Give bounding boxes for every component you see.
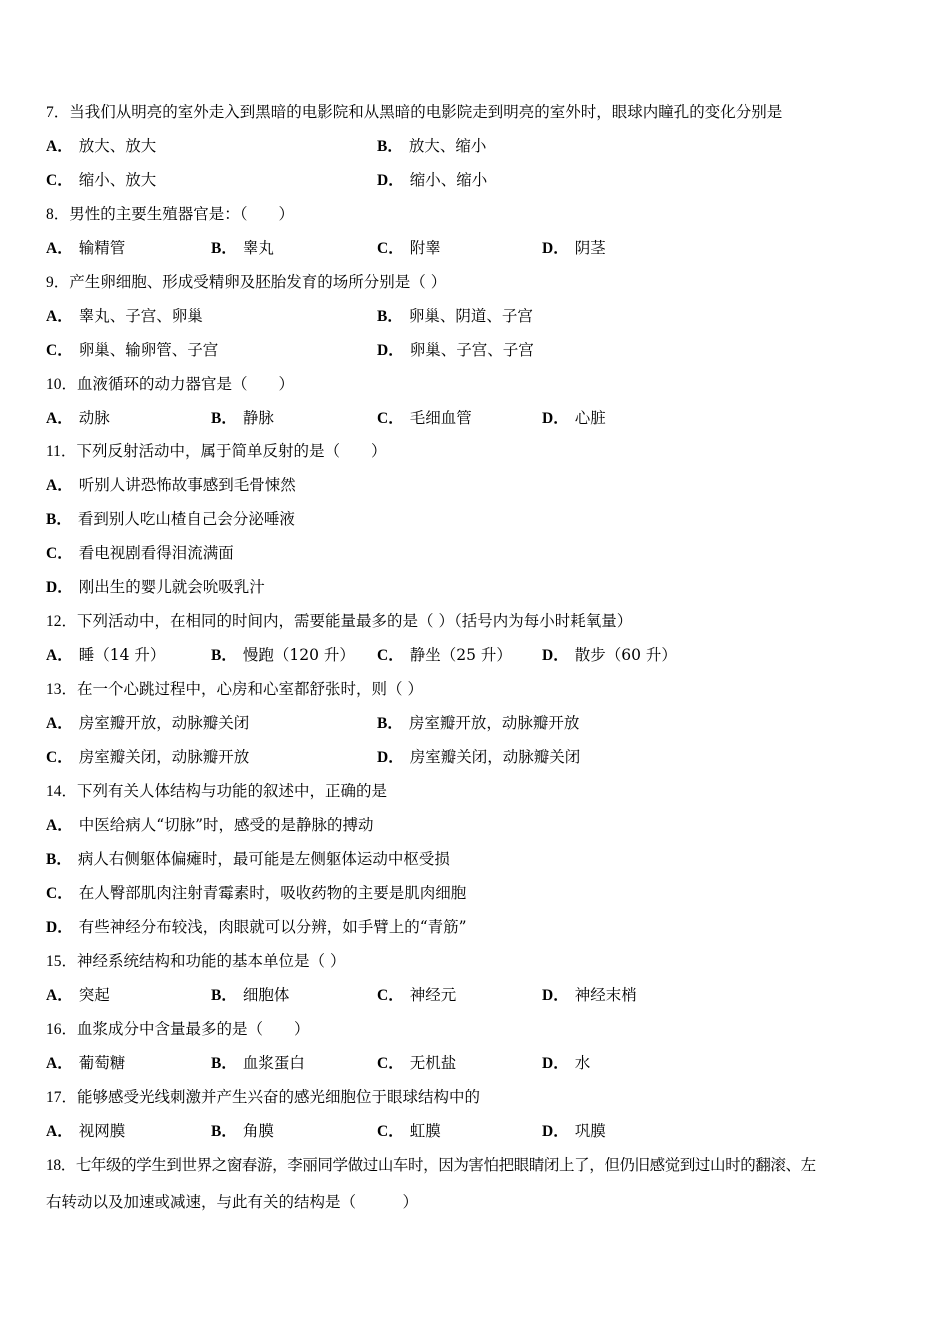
question-18-continued: 右转动以及加速或减速，与此有关的结构是（ ） [46,1193,419,1211]
question-9: 9．产生卵细胞、形成受精卵及胚胎发育的场所分别是（ ） [46,273,447,291]
option-14c: C． 在人臀部肌肉注射青霉素时，吸收药物的主要是肌肉细胞 [46,884,467,902]
option-11b: B． 看到别人吃山楂自己会分泌唾液 [46,510,295,528]
option-16a: A． 葡萄糖 [46,1054,126,1072]
option-16b: B． 血浆蛋白 [211,1054,305,1072]
option-8d: D． 阴茎 [542,239,606,257]
option-15c: C． 神经元 [377,986,457,1004]
option-10d: D． 心脏 [542,409,606,427]
option-10c: C． 毛细血管 [377,409,472,427]
option-8c: C． 附睾 [377,239,441,257]
option-9a: A． 睾丸、子宫、卵巢 [46,307,203,325]
option-17b: B． 角膜 [211,1122,274,1140]
question-15: 15．神经系统结构和功能的基本单位是（ ） [46,952,346,970]
option-14b: B． 病人右侧躯体偏瘫时，最可能是左侧躯体运动中枢受损 [46,850,450,868]
option-13b: B． 房室瓣开放，动脉瓣开放 [377,714,580,732]
option-17d: D． 巩膜 [542,1122,606,1140]
option-11a: A． 听别人讲恐怖故事感到毛骨悚然 [46,476,296,494]
option-9b: B． 卵巢、阴道、子宫 [377,307,533,325]
option-14d: D． 有些神经分布较浅，肉眼就可以分辨，如手臂上的“青筋” [46,918,467,936]
option-12d: D． 散步（60 升） [542,646,677,664]
question-13: 13．在一个心跳过程中，心房和心室都舒张时，则（ ） [46,680,423,698]
option-13d: D． 房室瓣关闭，动脉瓣关闭 [377,748,581,766]
question-7: 7．当我们从明亮的室外走入到黑暗的电影院和从黑暗的电影院走到明亮的室外时，眼球内瞳孔的变化分别是 [46,103,783,121]
option-9d: D． 卵巢、子宫、子宫 [377,341,534,359]
option-9c: C． 卵巢、输卵管、子宫 [46,341,219,359]
option-7a: A． 放大、放大 [46,137,157,155]
option-15d: D． 神经末梢 [542,986,637,1004]
option-17a: A． 视网膜 [46,1122,126,1140]
option-16c: C． 无机盐 [377,1054,457,1072]
option-7d: D． 缩小、缩小 [377,171,488,189]
option-15a: A． 突起 [46,986,110,1004]
question-17: 17．能够感受光线刺激并产生兴奋的感光细胞位于眼球结构中的 [46,1088,481,1106]
option-10b: B． 静脉 [211,409,274,427]
option-8a: A． 输精管 [46,239,126,257]
question-14: 14．下列有关人体结构与功能的叙述中，正确的是 [46,782,388,800]
option-15b: B． 细胞体 [211,986,290,1004]
question-8: 8．男性的主要生殖器官是：（ ） [46,205,295,223]
option-11c: C． 看电视剧看得泪流满面 [46,544,234,562]
question-16: 16．血浆成分中含量最多的是（ ） [46,1020,310,1038]
question-12: 12．下列活动中，在相同的时间内，需要能量最多的是（ ）（括号内为每小时耗氧量） [46,612,633,630]
option-12a: A． 睡（14 升） [46,646,166,664]
option-7b: B． 放大、缩小 [377,137,487,155]
option-16d: D． 水 [542,1054,591,1072]
question-11: 11．下列反射活动中，属于简单反射的是（ ） [46,442,387,460]
question-10: 10．血液循环的动力器官是（ ） [46,375,295,393]
option-8b: B． 睾丸 [211,239,274,257]
option-12c: C． 静坐（25 升） [377,646,512,664]
option-10a: A． 动脉 [46,409,110,427]
option-11d: D． 刚出生的婴儿就会吮吸乳汁 [46,578,265,596]
option-17c: C． 虹膜 [377,1122,441,1140]
option-14a: A． 中医给病人“切脉”时，感受的是静脉的搏动 [46,816,374,834]
option-7c: C． 缩小、放大 [46,171,157,189]
question-18: 18．七年级的学生到世界之窗春游，李丽同学做过山车时，因为害怕把眼睛闭上了，但仍旧感觉到过山时的翻滚、左 [46,1156,816,1174]
option-13a: A． 房室瓣开放，动脉瓣关闭 [46,714,250,732]
option-13c: C． 房室瓣关闭，动脉瓣开放 [46,748,250,766]
option-12b: B． 慢跑（120 升） [211,646,355,664]
